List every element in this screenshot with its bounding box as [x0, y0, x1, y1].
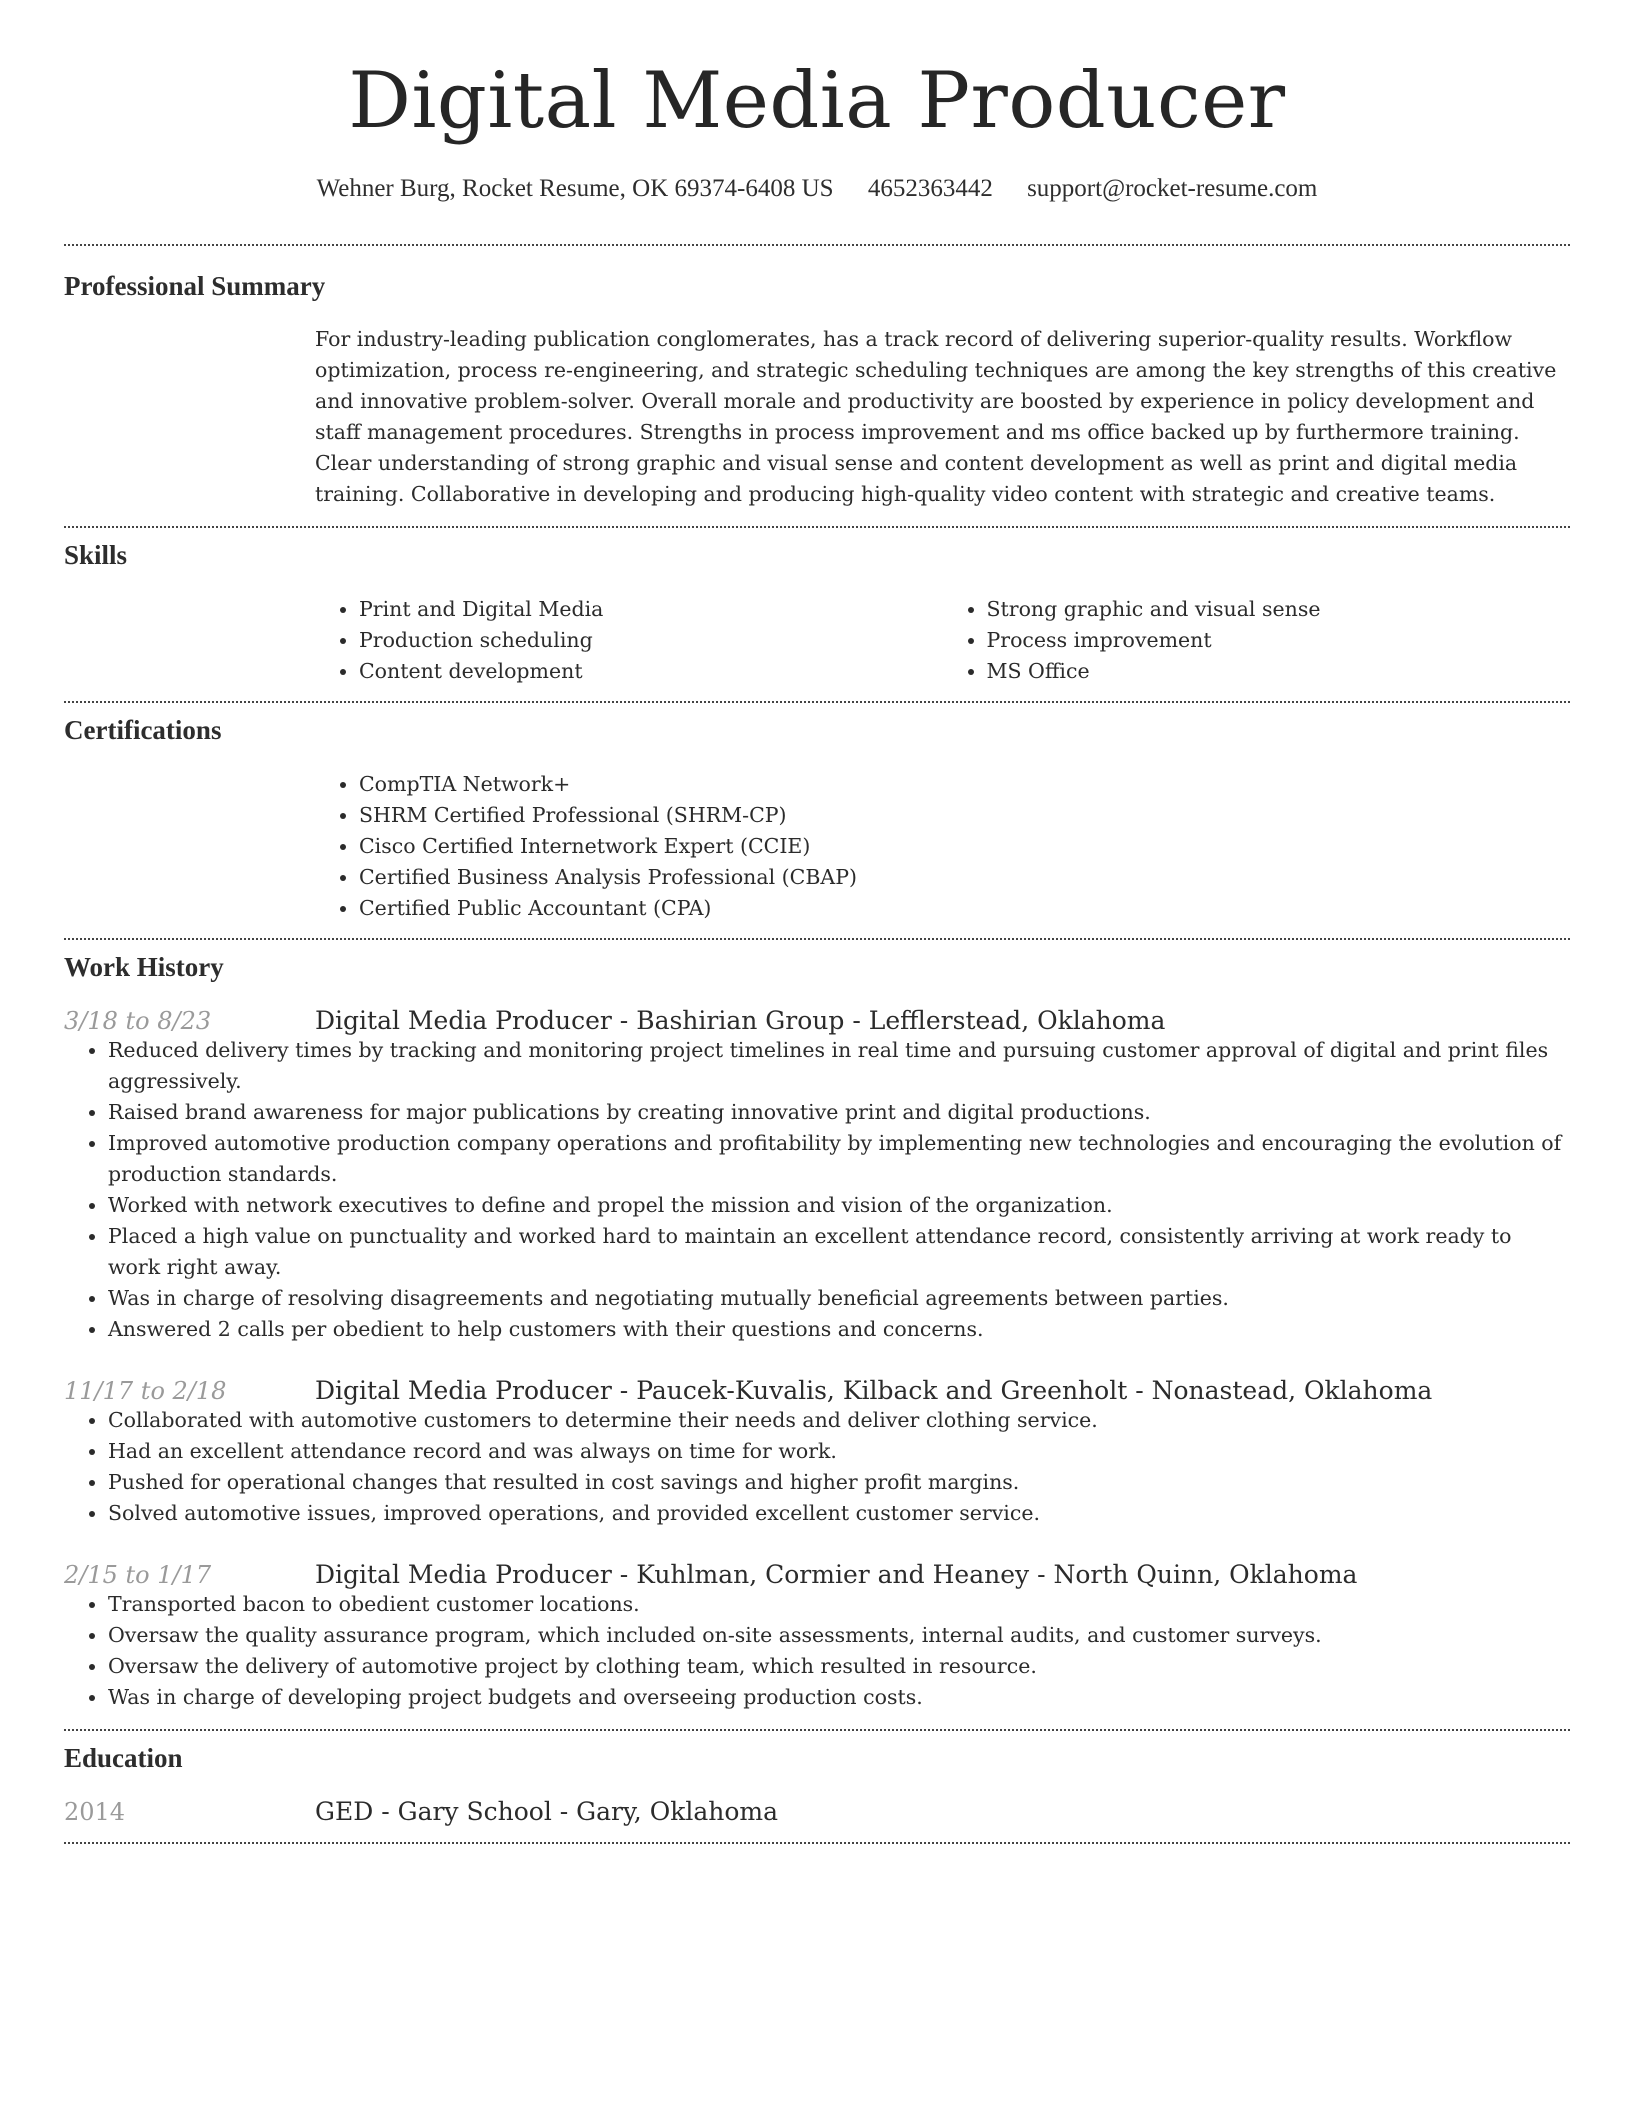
certifications-list: [315, 769, 1570, 938]
list-item: • Was in charge of developing project budgets and overseeing production costs.: [108, 1682, 1570, 1713]
education-section: [64, 1731, 1570, 1842]
list-item: • Solved automotive issues, improved operations, and provided excellent customer service.: [108, 1498, 1570, 1529]
summary-section: [64, 246, 1570, 526]
section-title-summary: Professional Summary: [64, 271, 326, 301]
job-bullets: [64, 1589, 1570, 1713]
education-year: 2014: [64, 1798, 126, 1826]
job-entry: [64, 1376, 1570, 1529]
job-title: Digital Media Producer - Bashirian Group - Lefflerstead, Oklahoma: [315, 1006, 1166, 1035]
list-item: • Certified Business Analysis Professional (CBAP): [359, 862, 1570, 893]
list-item: • Strong graphic and visual sense: [987, 594, 1571, 625]
job-title: Digital Media Producer - Kuhlman, Cormier and Heaney - North Quinn, Oklahoma: [315, 1560, 1358, 1589]
section-title-skills: Skills: [64, 540, 128, 570]
list-item: • Production scheduling: [359, 625, 943, 656]
list-item: • Had an excellent attendance record and was always on time for work.: [108, 1436, 1570, 1467]
list-item: • Was in charge of resolving disagreements and negotiating mutually beneficial agreements between parties.: [108, 1283, 1570, 1314]
certifications-section: [64, 703, 1570, 938]
list-item: • Transported bacon to obedient customer locations.: [108, 1589, 1570, 1620]
list-item: • Worked with network executives to define and propel the mission and vision of the organization.: [108, 1190, 1570, 1221]
section-title-education: Education: [64, 1743, 183, 1773]
contact-email: support@rocket-resume.com: [1027, 175, 1318, 202]
contact-phone: 4652363442: [867, 175, 993, 202]
education-entry: GED - Gary School - Gary, Oklahoma: [315, 1797, 779, 1826]
job-entry: [64, 1006, 1570, 1345]
job-dates: 11/17 to 2/18: [64, 1377, 227, 1405]
skills-columns: [315, 594, 1570, 701]
contact-address: Wehner Burg, Rocket Resume, OK 69374-6408 US: [316, 175, 834, 202]
work-history-section: [64, 940, 1570, 1729]
skills-left-list: [315, 594, 943, 687]
list-item: • Collaborated with automotive customers to determine their needs and deliver clothing service.: [108, 1405, 1570, 1436]
list-item: • MS Office: [987, 656, 1571, 687]
job-entry: [64, 1560, 1570, 1713]
skills-right-list: [943, 594, 1571, 687]
summary-text: For industry-leading publication conglomerates, has a track record of delivering superior-quality results. Workflow optimization, process re-engineering, and strategic scheduling techniques are among the key strengths of this creative and innovative problem-solver. Overall morale and productivity are boosted by experience in policy development and staff management procedures. Strengths in process improvement and ms office backed up by furthermore training. Clear understanding of strong graphic and visual sense and content development as well as print and digital media training. Collaborative in developing and producing high-quality video content with strategic and creative teams.: [315, 327, 1557, 506]
contact-line: [64, 172, 1570, 206]
list-item: • Improved automotive production company operations and profitability by implementing new technologies and encouraging the evolution of production standards.: [108, 1128, 1570, 1190]
job-bullets: [64, 1405, 1570, 1529]
skills-section: [64, 528, 1570, 701]
job-title: Digital Media Producer - Paucek-Kuvalis, Kilback and Greenholt - Nonastead, Oklahoma: [315, 1376, 1433, 1405]
list-item: • Oversaw the quality assurance program, which included on-site assessments, internal audits, and customer surveys.: [108, 1620, 1570, 1651]
list-item: • Raised brand awareness for major publications by creating innovative print and digital productions.: [108, 1097, 1570, 1128]
list-item: • CompTIA Network+: [359, 769, 1570, 800]
list-item: • Placed a high value on punctuality and worked hard to maintain an excellent attendance record, consistently arriving at work ready to work right away.: [108, 1221, 1570, 1283]
list-item: • Cisco Certified Internetwork Expert (CCIE): [359, 831, 1570, 862]
list-item: • SHRM Certified Professional (SHRM-CP): [359, 800, 1570, 831]
list-item: • Process improvement: [987, 625, 1571, 656]
candidate-name: Digital Media Producer: [348, 56, 1286, 146]
job-dates: 3/18 to 8/23: [64, 1007, 212, 1035]
job-bullets: [64, 1035, 1570, 1345]
section-title-certifications: Certifications: [64, 715, 222, 745]
job-dates: 2/15 to 1/17: [64, 1561, 212, 1589]
list-item: • Certified Public Accountant (CPA): [359, 893, 1570, 924]
list-item: • Print and Digital Media: [359, 594, 943, 625]
divider: [64, 1842, 1570, 1844]
section-title-work-history: Work History: [64, 952, 224, 982]
list-item: • Oversaw the delivery of automotive project by clothing team, which resulted in resource.: [108, 1651, 1570, 1682]
list-item: • Reduced delivery times by tracking and monitoring project timelines in real time and pursuing customer approval of digital and print files aggressively.: [108, 1035, 1570, 1097]
list-item: • Pushed for operational changes that resulted in cost savings and higher profit margins.: [108, 1467, 1570, 1498]
list-item: • Content development: [359, 656, 943, 687]
list-item: • Answered 2 calls per obedient to help customers with their questions and concerns.: [108, 1314, 1570, 1345]
resume-page: [64, 0, 1570, 1844]
